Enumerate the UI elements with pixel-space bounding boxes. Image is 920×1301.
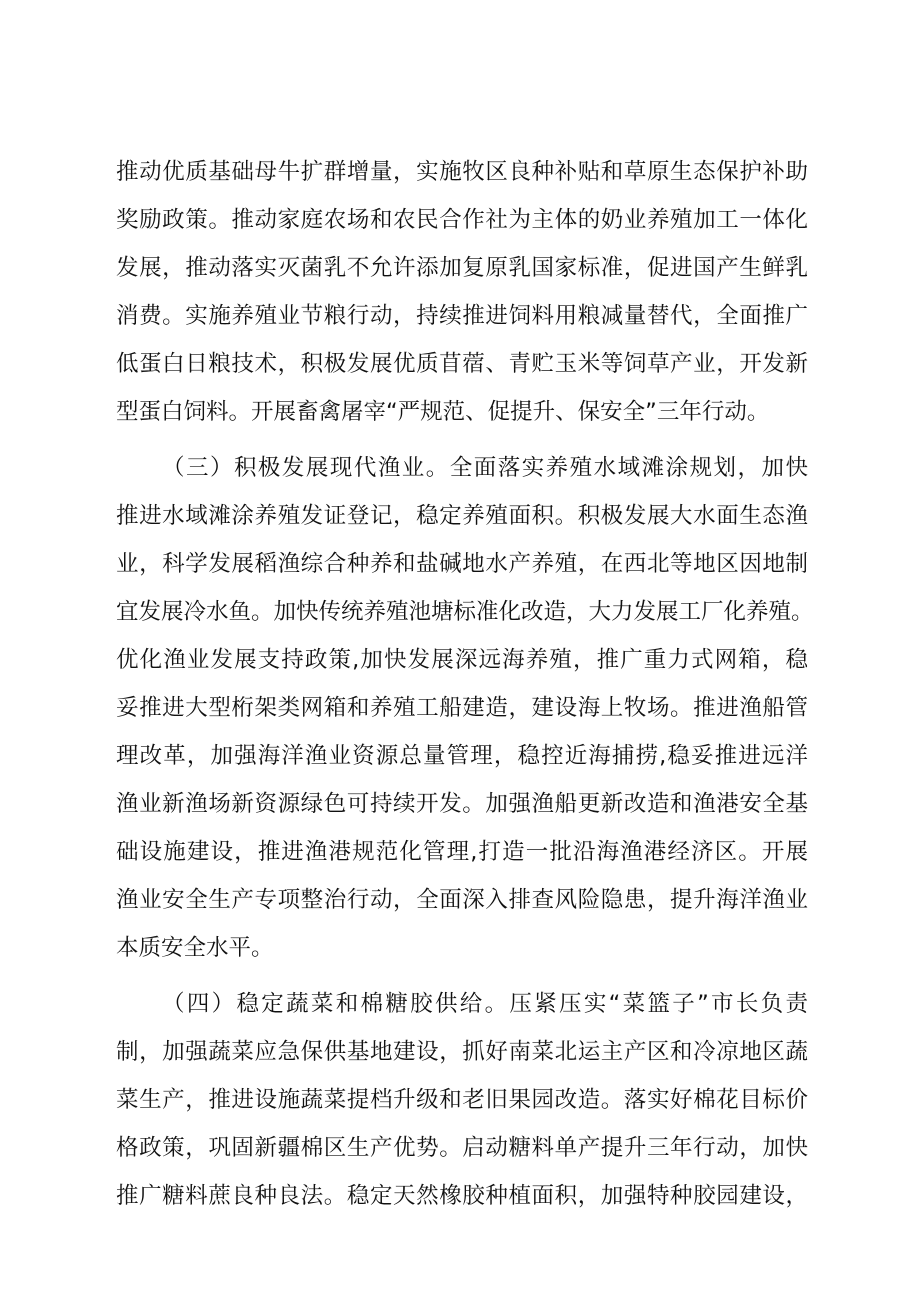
- text-line: 渔业新渔场新资源绿色可持续开发。加强渔船更新改造和渔港安全基: [116, 791, 808, 817]
- text-line: 消费。实施养殖业节粮行动，持续推进饲料用粮减量替代，全面推广: [116, 303, 808, 329]
- body-text: [116, 148, 814, 1220]
- text-line: 菜生产，推进设施蔬菜提档升级和老旧果园改造。落实好棉花目标价: [116, 1087, 808, 1113]
- text-line: 本质安全水平。: [116, 935, 274, 961]
- paragraph-vegetables-cotton-sugar-rubber: [116, 980, 808, 1220]
- text-line: 推广糖料蔗良种良法。稳定天然橡胶种植面积，加强特种胶园建设，: [116, 1183, 808, 1209]
- text-line: 推动优质基础母牛扩群增量，实施牧区良种补贴和草原生态保护补助: [116, 159, 808, 185]
- text-line: 格政策，巩固新疆棉区生产优势。启动糖料单产提升三年行动，加快: [116, 1135, 808, 1161]
- text-line: 础设施建设，推进渔港规范化管理,打造一批沿海渔港经济区。开展: [116, 839, 808, 865]
- text-line: 推进水域滩涂养殖发证登记，稳定养殖面积。积极发展大水面生态渔: [116, 503, 808, 529]
- text-line: 渔业安全生产专项整治行动，全面深入排查风险隐患，提升海洋渔业: [116, 887, 808, 913]
- text-line: 发展，推动落实灭菌乳不允许添加复原乳国家标准，促进国产生鲜乳: [116, 255, 808, 281]
- paragraph-dairy-livestock: [116, 148, 808, 436]
- paragraph-fishery: [116, 444, 814, 972]
- text-line: 宜发展冷水鱼。加快传统养殖池塘标准化改造，大力发展工厂化养殖。: [116, 599, 814, 625]
- text-line: 优化渔业发展支持政策,加快发展深远海养殖，推广重力式网箱，稳: [116, 647, 808, 673]
- section-heading-line: （四）稳定蔬菜和棉糖胶供给。压紧压实“菜篮子”市长负责: [162, 991, 808, 1017]
- text-line: 业，科学发展稻渔综合种养和盐碱地水产养殖，在西北等地区因地制: [116, 551, 808, 577]
- text-line: 奖励政策。推动家庭农场和农民合作社为主体的奶业养殖加工一体化: [116, 207, 808, 233]
- text-line: 制，加强蔬菜应急保供基地建设，抓好南菜北运主产区和冷凉地区蔬: [116, 1039, 808, 1065]
- text-line: 低蛋白日粮技术，积极发展优质苜蓿、青贮玉米等饲草产业，开发新: [116, 351, 808, 377]
- text-line: 型蛋白饲料。开展畜禽屠宰“严规范、促提升、保安全”三年行动。: [116, 399, 770, 425]
- text-line: 理改革，加强海洋渔业资源总量管理，稳控近海捕捞,稳妥推进远洋: [116, 743, 808, 769]
- text-line: 妥推进大型桁架类网箱和养殖工船建造，建设海上牧场。推进渔船管: [116, 695, 808, 721]
- section-heading-line: （三）积极发展现代渔业。全面落实养殖水域滩涂规划，加快: [162, 455, 808, 481]
